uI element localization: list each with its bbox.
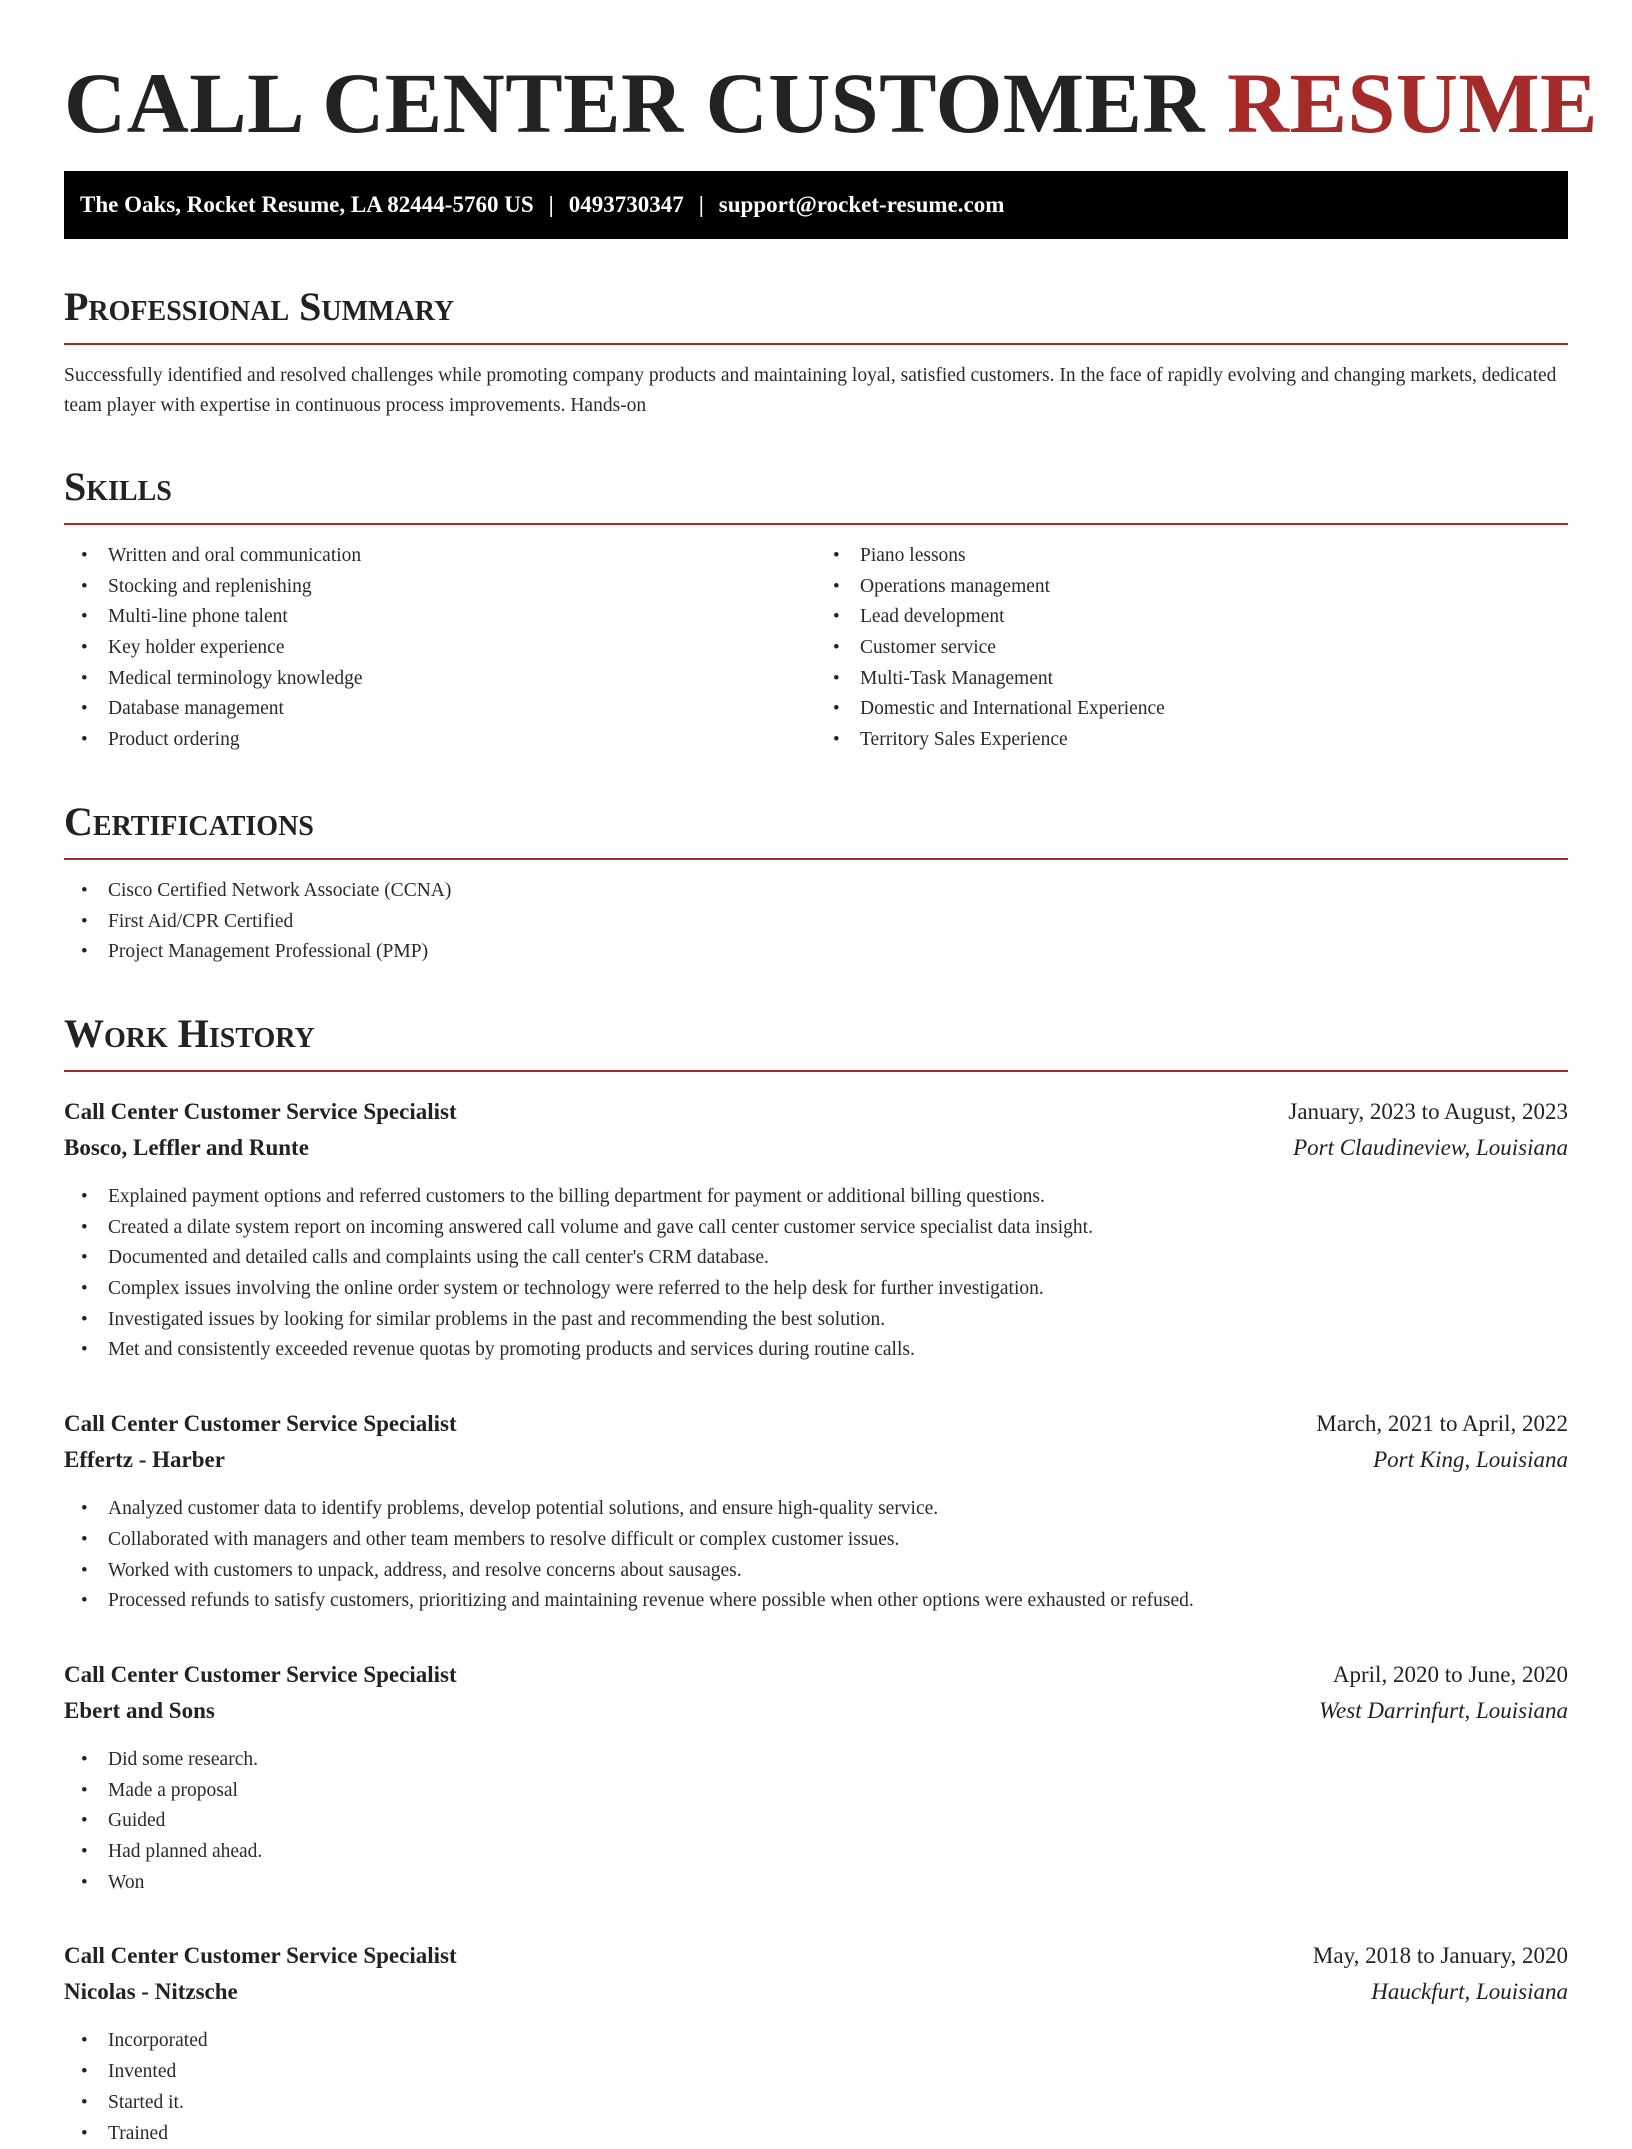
job-company: Bosco, Leffler and Runte xyxy=(64,1134,309,1160)
skills-section xyxy=(64,465,1568,756)
contact-address: The Oaks, Rocket Resume, LA 82444-5760 US xyxy=(80,191,534,217)
contact-phone: 0493730347 xyxy=(568,191,684,217)
job-dates: May, 2018 to January, 2020 xyxy=(1312,1943,1568,1969)
skills-grid xyxy=(64,541,1568,756)
summary-heading: Professional Summary xyxy=(64,285,1568,345)
job-duties-list xyxy=(64,2026,1568,2149)
title-main: CALL CENTER CUSTOMER xyxy=(64,55,1205,151)
job-company-row xyxy=(64,1974,1568,2010)
job-duty-item: • Did some research. xyxy=(64,1745,1568,1776)
certification-item: • Cisco Certified Network Associate (CCNA) xyxy=(64,876,1568,907)
job-duty-item: • Had planned ahead. xyxy=(64,1837,1568,1868)
job-company-row xyxy=(64,1442,1568,1478)
job-header-row xyxy=(64,1406,1568,1442)
skill-item: • Customer service xyxy=(816,633,1568,664)
job-title: Call Center Customer Service Specialist xyxy=(64,1661,457,1687)
certifications-heading: Certifications xyxy=(64,800,1568,860)
skill-item: • Key holder experience xyxy=(64,633,816,664)
job-entry xyxy=(64,1657,1568,1899)
job-title: Call Center Customer Service Specialist xyxy=(64,1943,457,1969)
skill-item: • Operations management xyxy=(816,572,1568,603)
job-company: Ebert and Sons xyxy=(64,1697,215,1723)
job-dates: March, 2021 to April, 2022 xyxy=(1316,1411,1568,1437)
job-header-row xyxy=(64,1094,1568,1130)
skills-list-right xyxy=(816,541,1568,756)
skill-item: • Multi-line phone talent xyxy=(64,602,816,633)
job-duty-item: • Met and consistently exceeded revenue quotas by promoting products and services during routine calls. xyxy=(64,1335,1568,1366)
job-location: Hauckfurt, Louisiana xyxy=(1371,1979,1568,2005)
contact-separator: | xyxy=(548,191,554,217)
resume-title xyxy=(64,0,1598,153)
contact-email: support@rocket-resume.com xyxy=(718,191,1005,217)
job-duty-item: • Complex issues involving the online order system or technology were referred to the help desk for further investigation. xyxy=(64,1274,1568,1305)
skills-heading: Skills xyxy=(64,465,1568,525)
job-entry xyxy=(64,1406,1568,1617)
job-duty-item: • Explained payment options and referred customers to the billing department for payment or additional billing questions. xyxy=(64,1182,1568,1213)
job-title: Call Center Customer Service Specialist xyxy=(64,1411,457,1437)
skill-item: • Written and oral communication xyxy=(64,541,816,572)
contact-bar xyxy=(64,171,1568,239)
job-duty-item: • Analyzed customer data to identify problems, develop potential solutions, and ensure high-quality service. xyxy=(64,1494,1568,1525)
title-accent: RESUME xyxy=(1226,55,1598,151)
job-duty-item: • Won xyxy=(64,1868,1568,1899)
job-duty-item: • Started it. xyxy=(64,2088,1568,2119)
job-duty-item: • Trained xyxy=(64,2119,1568,2149)
job-company-row xyxy=(64,1130,1568,1166)
job-location: Port King, Louisiana xyxy=(1373,1447,1568,1473)
job-duty-item: • Incorporated xyxy=(64,2026,1568,2057)
job-header-row xyxy=(64,1938,1568,1974)
skill-item: • Lead development xyxy=(816,602,1568,633)
skill-item: • Territory Sales Experience xyxy=(816,725,1568,756)
skills-list-left xyxy=(64,541,816,756)
job-duty-item: • Guided xyxy=(64,1806,1568,1837)
skill-item: • Stocking and replenishing xyxy=(64,572,816,603)
job-duty-item: • Worked with customers to unpack, address, and resolve concerns about sausages. xyxy=(64,1556,1568,1587)
job-company-row xyxy=(64,1693,1568,1729)
skill-item: • Domestic and International Experience xyxy=(816,694,1568,725)
job-duties-list xyxy=(64,1745,1568,1899)
certification-item: • Project Management Professional (PMP) xyxy=(64,937,1568,968)
job-company: Nicolas - Nitzsche xyxy=(64,1979,238,2005)
work-history-section xyxy=(64,1012,1568,2149)
skill-item: • Piano lessons xyxy=(816,541,1568,572)
job-company: Effertz - Harber xyxy=(64,1447,225,1473)
job-header-row xyxy=(64,1657,1568,1693)
job-duties-list xyxy=(64,1182,1568,1366)
job-dates: January, 2023 to August, 2023 xyxy=(1288,1098,1568,1124)
job-title: Call Center Customer Service Specialist xyxy=(64,1098,457,1124)
work-history-heading: Work History xyxy=(64,1012,1568,1072)
skill-item: • Multi-Task Management xyxy=(816,664,1568,695)
certifications-section xyxy=(64,800,1568,968)
job-duty-item: • Documented and detailed calls and complaints using the call center's CRM database. xyxy=(64,1243,1568,1274)
summary-text: Successfully identified and resolved challenges while promoting company products and maintaining loyal, satisfied customers. In the face of rapidly evolving and changing markets, dedicated team player with expertise in continuous process improvements. Hands-on xyxy=(64,364,1557,416)
certification-item: • First Aid/CPR Certified xyxy=(64,907,1568,938)
summary-section xyxy=(64,285,1568,421)
job-duty-item: • Collaborated with managers and other team members to resolve difficult or complex customer issues. xyxy=(64,1525,1568,1556)
job-dates: April, 2020 to June, 2020 xyxy=(1332,1661,1568,1687)
certifications-list xyxy=(64,876,1568,968)
skill-item: • Product ordering xyxy=(64,725,816,756)
contact-separator: | xyxy=(698,191,704,217)
job-entry xyxy=(64,1094,1568,1366)
skill-item: • Database management xyxy=(64,694,816,725)
job-entry xyxy=(64,1938,1568,2149)
job-duty-item: • Made a proposal xyxy=(64,1776,1568,1807)
job-duty-item: • Processed refunds to satisfy customers, prioritizing and maintaining revenue where possible when other options were exhausted or refused. xyxy=(64,1586,1568,1617)
skill-item: • Medical terminology knowledge xyxy=(64,664,816,695)
job-duty-item: • Investigated issues by looking for similar problems in the past and recommending the best solution. xyxy=(64,1305,1568,1336)
job-location: Port Claudineview, Louisiana xyxy=(1293,1134,1568,1160)
job-duty-item: • Created a dilate system report on incoming answered call volume and gave call center customer service specialist data insight. xyxy=(64,1213,1568,1244)
job-duty-item: • Invented xyxy=(64,2057,1568,2088)
job-duties-list xyxy=(64,1494,1568,1617)
job-location: West Darrinfurt, Louisiana xyxy=(1318,1697,1568,1723)
